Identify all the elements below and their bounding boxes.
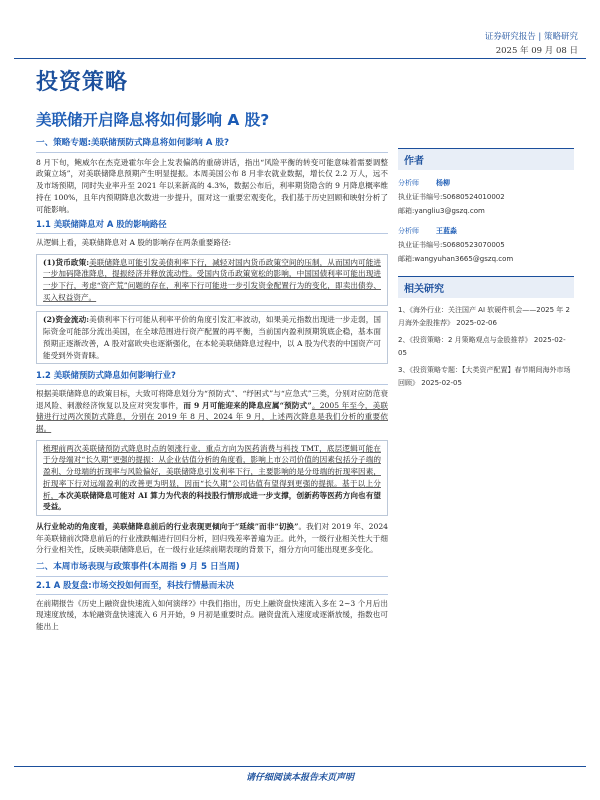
cert-label: 执业证书编号: <box>398 241 443 249</box>
authors-heading: 作者 <box>398 148 574 170</box>
related-item[interactable] <box>398 364 574 390</box>
p5-rest: 。我们对 2019 年、2024 年美联储前次降息前后的行业涨跌幅进行回归分析，回归残差率普遍为正。此外，一级行业相关性大于细分行业相关性，反映美联储降息后，在一级行业延续前期表现的背景下，细分方向可能出现更多变化。 <box>36 521 389 555</box>
header-rule <box>14 58 586 59</box>
brand-title: 投资策略 <box>36 70 129 95</box>
report-type: 证券研究报告 <box>484 32 536 42</box>
section-2-1-heading: 2.1 A 股复盘:市场交投如何而至，科技行情悬而未决 <box>36 580 388 595</box>
email-label: 邮箱: <box>398 207 415 215</box>
header-separator: | <box>538 32 542 42</box>
email-label: 邮箱: <box>398 255 415 263</box>
report-header <box>485 30 578 42</box>
p4-text: 梳理前两次美联储预防式降息时点的领涨行业，重点方向为医药消费与科技 TMT，底层逻辑可能在于分母端对“长久期”更强的提振：从企业估值分析的角度看，影响上市公司价值的因素包括分子端的盈利、分母端的折现率与风险偏好，美联储降息引发利率下行，主要影响的是分母端的折现率因素，折现率下行对远端盈利的改善更为明显，因而“长久期”公司估值有望得到更强的提振。基于以上分析， <box>43 443 381 500</box>
footer-disclaimer: 请仔细阅读本报告末页声明 <box>245 773 354 783</box>
path1-text: 美联储降息可能引发美债利率下行，减轻对国内货币政策空间的压制，从而国内可能进一步加码降准降息，提振经济并释放流动性。受国内货币政策宽松的影响，中国国债利率可能出现进一步下行，考虑“资产荒”问题的存在，利率下行可能进一步引发资金配置行为的变化，即卖出债券、买入权益资产。 <box>43 257 381 302</box>
p3-part-a: 根据美联储降息的政策目标，大致可将降息划分为“预防式”、“纾困式”与“应急式”三类，分别对应防范衰退风险、刺激经济恢复以及应对突发事件， <box>36 388 388 410</box>
email-link[interactable]: wangyuhan3665@gszq.com <box>414 255 514 263</box>
industry-analysis-box <box>36 440 388 516</box>
paragraph-rate-cut-types <box>36 388 388 435</box>
p3-bold: 而 9 月可能迎来的降息应属“预防式” <box>183 400 312 410</box>
related-date: 2025-02-05 <box>421 379 462 387</box>
analyst-name: 杨柳 <box>436 179 450 187</box>
related-date: 2025-02-05 <box>398 336 566 357</box>
path2-text: 美债利率下行可能从利率平价的角度引发汇率波动，如果美元指数出现进一步走弱，国际资金可能部分流出美国，在全球范围进行资产配置的再平衡，当前国内盈利预期筑底企稳，基本面预期正逐渐改善，A 股对富欧央也逐渐强化，在本轮美联储降息过程中，以 A 股为代表的中国资产可能受到外资青睐。 <box>43 315 381 360</box>
related-date: 2025-02-06 <box>456 319 497 327</box>
related-title[interactable]: 1、《海外行业：关注国产 AI 软硬件机会——2025 年 2 月海外金股推荐》 <box>398 306 570 327</box>
related-title[interactable]: 3、《投资策略专题：【大类资产配置】春节期间海外市场回顾》 <box>398 366 571 387</box>
p5-bold: 从行业轮动的角度看，美联储降息前后的行业表现更倾向于“延续”而非“切换” <box>36 521 299 531</box>
path-box-capital <box>36 311 388 364</box>
analyst-role: 分析师 <box>398 179 419 187</box>
related-research-heading: 相关研究 <box>398 276 574 298</box>
sidebar <box>398 148 574 394</box>
email-link[interactable]: yangliu3@gszq.com <box>414 207 485 215</box>
section-1-2-heading: 1.2 美联储预防式降息如何影响行业? <box>36 370 388 385</box>
paragraph-market-review: 在前期报告《历史上融资盘快速流入如何演绎?》中我们指出，历史上融资盘快速流入多在 2~3 个月后出现速度放缓，本轮融资盘快速流入 6 月开始，9 月初是重要时点。融资盘流入速度或逐渐放缓，指数也可能出上 <box>36 598 388 631</box>
report-category: 策略研究 <box>543 32 578 42</box>
paragraph-rotation <box>36 521 388 556</box>
analyst-name: 王蓝淼 <box>436 227 457 235</box>
p4-bold: 本次美联储降息可能对 AI 算力为代表的科技股行情形成进一步支撑，创新药等医药方向也有望受益。 <box>43 490 381 512</box>
s11-lead: 从逻辑上看，美联储降息对 A 股的影响存在两条重要路径: <box>36 237 232 247</box>
p3-part-c: 。2005 年至今，美联储进行过两次预防式降息，分别在 2019 年 8 月、2024 年 9 月，上述两次降息是我们分析的重要依据。 <box>36 400 388 434</box>
section-1-1-heading: 1.1 美联储降息对 A 股的影响路径 <box>36 219 388 234</box>
path1-label: (1)货币政策: <box>43 257 90 267</box>
related-item[interactable] <box>398 334 574 360</box>
related-title[interactable]: 2、《投资策略：2 月策略观点与金股推荐》 <box>398 336 532 344</box>
cert-number: S0680523070005 <box>442 241 505 249</box>
footer-rule <box>14 766 586 767</box>
report-date: 2025 年 09 月 08 日 <box>495 46 578 56</box>
intro-paragraph: 8 月下旬，鲍威尔在杰克逊霍尔年会上发表偏鸽的重磅讲话，指出“风险平衡的转变可能意味着需要调整政策立场”，对美联储降息预期产生明显提振。本周美国公布 8 月非农就业数据，增长仅 2.2 万人，远不及市场预期，同时失业率升至 2021 年以来新高的 4.3%，数据公布后，利率期货隐含的 9 月降息概率维持在 100%，且年内预期降息次数进一步提升，面对这一重要宏观变化，我们基于历史回顾和映射分析了可能影响。 <box>36 157 388 214</box>
section-1-heading: 一、策略专题:美联储预防式降息将如何影响 A 股? <box>36 138 388 153</box>
page-title: 美联储开启降息将如何影响 A 股? <box>36 111 270 129</box>
path-box-monetary <box>36 254 388 307</box>
analyst-role: 分析师 <box>398 227 419 235</box>
section-2-heading: 二、本周市场表现与政策事件(本周指 9 月 5 日当周) <box>36 562 388 577</box>
path2-label: (2)资金流动: <box>43 315 90 325</box>
related-list <box>398 304 574 390</box>
analyst-card <box>398 224 574 266</box>
cert-label: 执业证书编号: <box>398 193 443 201</box>
cert-number: S0680524010002 <box>442 193 505 201</box>
related-item[interactable] <box>398 304 574 330</box>
analyst-card <box>398 176 574 218</box>
main-column <box>36 138 388 633</box>
